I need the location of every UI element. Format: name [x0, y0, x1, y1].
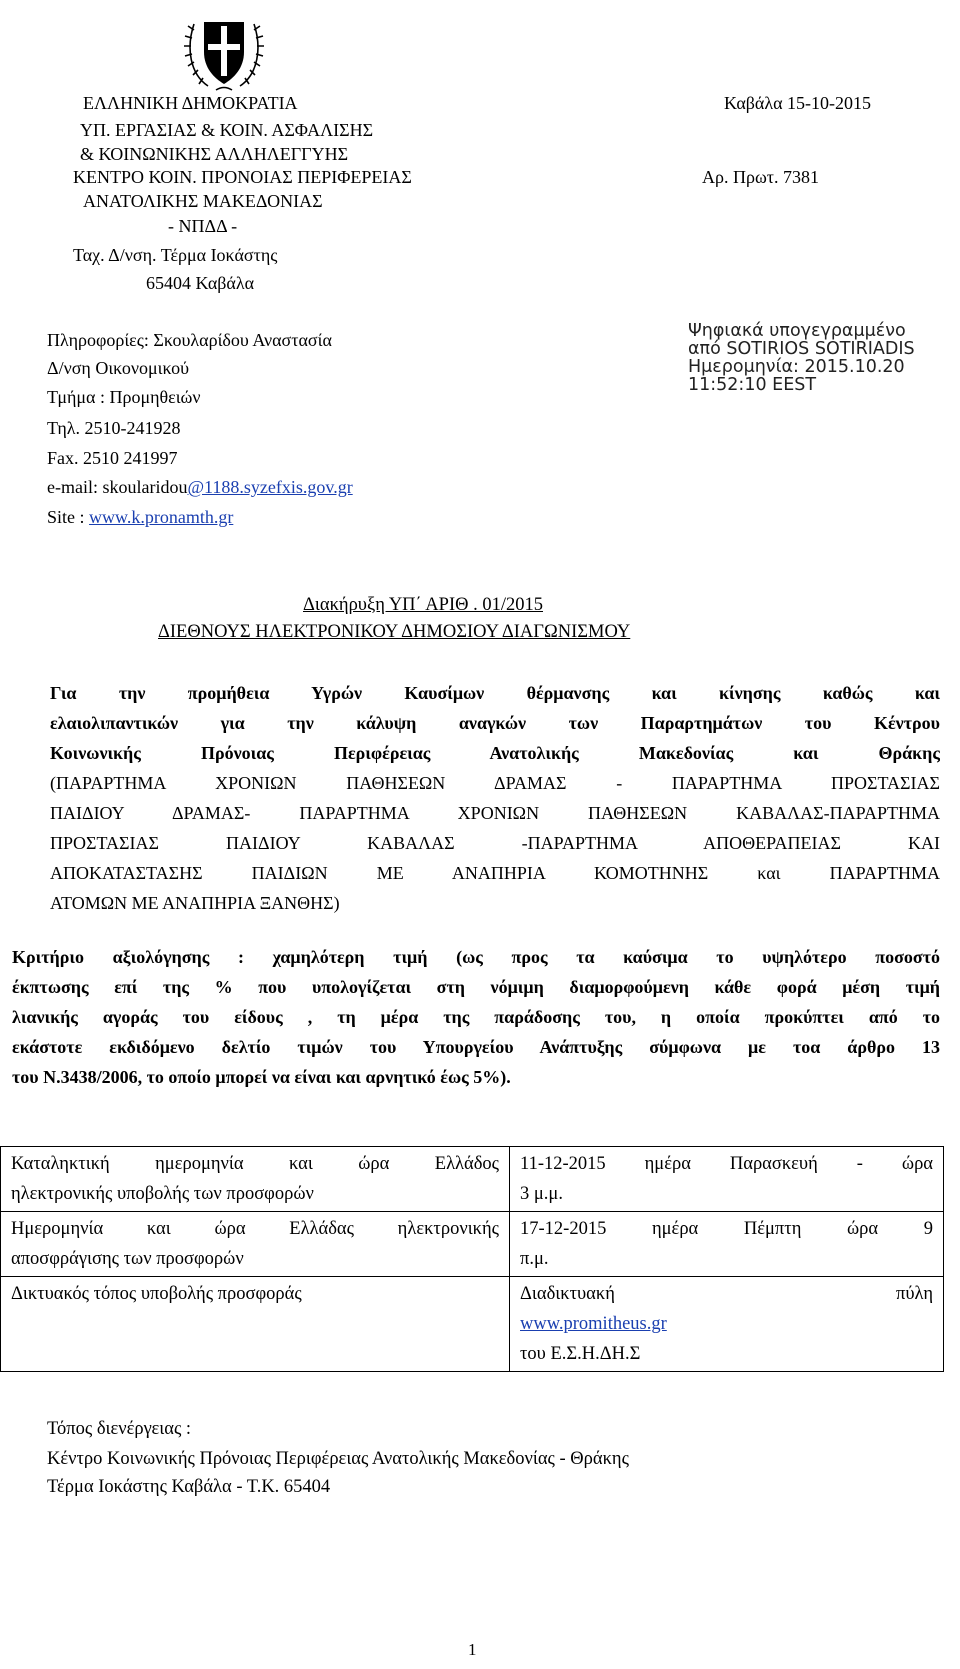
signature-line-3: Ημερομηνία: 2015.10.20	[688, 357, 905, 377]
criterion-paragraph	[12, 942, 940, 1092]
header-line-1: ΕΛΛΗΝΙΚΗ ΔΗΜΟΚΡΑΤΙΑ	[83, 93, 298, 113]
signature-line-4: 11:52:10 EEST	[688, 375, 817, 395]
venue-line-1: Κέντρο Κοινωνικής Πρόνοιας Περιφέρειας Ανατολικής Μακεδονίας - Θράκης	[47, 1449, 629, 1469]
site-link[interactable]: www.k.pronamth.gr	[89, 507, 234, 527]
purpose-line: ΑΤΟΜΩΝ ΜΕ ΑΝΑΠΗΡΙΑ ΞΑΝΘΗΣ)	[50, 893, 340, 913]
submission-site-value	[510, 1277, 944, 1372]
purpose-line: (ΠΑΡΑΡΤΗΜΑ ΧΡΟΝΙΩΝ ΠΑΘΗΣΕΩΝ ΔΡΑΜΑΣ - ΠΑΡΑΡΤΗΜΑ ΠΡΟΣΤΑΣΙΑΣ	[50, 773, 940, 793]
email-prefix: e-mail: skoularidou	[47, 477, 188, 497]
header-line-4: ΚΕΝΤΡΟ ΚΟΙΝ. ΠΡΟΝΟΙΑΣ ΠΕΡΙΦΕΡΕΙΑΣ	[73, 167, 412, 187]
promitheus-link[interactable]: www.promitheus.gr	[520, 1314, 667, 1334]
signature-line-2: από SOTIRIOS SOTIRIADIS	[688, 339, 915, 359]
portal-prefix: Διαδικτυακή πύλη	[520, 1284, 933, 1304]
deadlines-table	[0, 1146, 944, 1372]
contact-email	[47, 476, 353, 498]
protocol-number: Αρ. Πρωτ. 7381	[702, 167, 820, 187]
table-row	[1, 1277, 944, 1372]
portal-owner: του Ε.Σ.Η.ΔΗ.Σ	[520, 1344, 641, 1364]
notice-title: Διακήρυξη ΥΠ΄ ΑΡΙΘ . 01/2015	[303, 595, 543, 615]
page-number: 1	[468, 1640, 477, 1659]
venue-line-2: Τέρμα Ιοκάστης Καβάλα - Τ.Κ. 65404	[47, 1477, 331, 1497]
digital-signature	[688, 322, 915, 394]
submission-deadline-value: 11-12-2015 ημέρα Παρασκευή - ώρα 3 μ.μ.	[510, 1147, 944, 1212]
purpose-line: ΑΠΟΚΑΤΑΣΤΑΣΗΣ ΠΑΙΔΙΩΝ ΜΕ ΑΝΑΠΗΡΙΑ ΚΟΜΟΤΗΝΗΣ και ΠΑΡΑΡΤΗΜΑ	[50, 863, 940, 883]
contact-tel: Τηλ. 2510-241928	[47, 418, 181, 438]
criterion-line: Κριτήριο αξιολόγησης : χαμηλότερη τιμή (ως προς τα καύσιμα το υψηλότερο ποσοστό	[12, 947, 940, 967]
signature-line-1: Ψηφιακά υπογεγραμμένο	[688, 321, 906, 341]
contact-section: Τμήμα : Προμηθειών	[47, 387, 201, 407]
purpose-line: Κοινωνικής Πρόνοιας Περιφέρειας Ανατολικής Μακεδονίας και Θράκης	[50, 743, 940, 763]
header-line-8: 65404 Καβάλα	[146, 273, 255, 293]
criterion-line: λιανικής αγοράς του είδους , τη μέρα της παράδοσης του, η οποία προκύπτει από το	[12, 1007, 940, 1027]
header-line-6: - ΝΠΔΔ -	[168, 216, 238, 236]
contact-site	[47, 506, 233, 528]
header-line-7: Ταχ. Δ/νση. Τέρμα Ιοκάστης	[73, 245, 278, 265]
contact-info: Πληροφορίες: Σκουλαρίδου Αναστασία	[47, 330, 332, 350]
criterion-line: εκάστοτε εκδιδόμενο δελτίο τιμών του Υπουργείου Ανάπτυξης σύμφωνα με τοα άρθρο 13	[12, 1037, 940, 1057]
document-date: Καβάλα 15-10-2015	[724, 93, 871, 113]
purpose-line: ΠΡΟΣΤΑΣΙΑΣ ΠΑΙΔΙΟΥ ΚΑΒΑΛΑΣ -ΠΑΡΑΡΤΗΜΑ ΑΠΟΘΕΡΑΠΕΙΑΣ ΚΑΙ	[50, 833, 940, 853]
site-prefix: Site :	[47, 507, 90, 527]
submission-deadline-label: Καταληκτική ημερομηνία και ώρα Ελλάδος ηλεκτρονικής υποβολής των προσφορών	[1, 1147, 510, 1212]
header-line-2: ΥΠ. ΕΡΓΑΣΙΑΣ & ΚΟΙΝ. ΑΣΦΑΛΙΣΗΣ	[80, 120, 374, 140]
purpose-line: Για την προμήθεια Υγρών Καυσίμων θέρμανσης και κίνησης καθώς και	[50, 683, 940, 703]
table-row	[1, 1147, 944, 1212]
table-row	[1, 1212, 944, 1277]
contact-fax: Fax. 2510 241997	[47, 448, 178, 468]
header-line-3: & ΚΟΙΝΩΝΙΚΗΣ ΑΛΛΗΛΕΓΓΥΗΣ	[80, 144, 349, 164]
contact-dept: Δ/νση Οικονομικού	[47, 358, 190, 378]
purpose-line: ΠΑΙΔΙΟΥ ΔΡΑΜΑΣ- ΠΑΡΑΡΤΗΜΑ ΧΡΟΝΙΩΝ ΠΑΘΗΣΕΩΝ ΚΑΒΑΛΑΣ-ΠΑΡΑΡΤΗΜΑ	[50, 803, 940, 823]
criterion-line: έκπτωσης επί της % που υπολογίζεται στη νόμιμη διαμορφούμενη κάθε φορά μέση τιμή	[12, 977, 940, 997]
venue-label: Τόπος διενέργειας :	[47, 1419, 192, 1439]
criterion-line: του Ν.3438/2006, το οποίο μπορεί να είναι και αρνητικό έως 5%).	[12, 1067, 511, 1087]
purpose-paragraph	[50, 678, 940, 918]
submission-site-label: Δικτυακός τόπος υποβολής προσφοράς	[1, 1277, 510, 1372]
purpose-line: ελαιολιπαντικών για την κάλυψη αναγκών των Παραρτημάτων του Κέντρου	[50, 713, 940, 733]
tender-title: ΔΙΕΘΝΟΥΣ ΗΛΕΚΤΡΟΝΙΚΟΥ ΔΗΜΟΣΙΟΥ ΔΙΑΓΩΝΙΣΜΟΥ	[158, 622, 631, 642]
opening-date-value: 17-12-2015 ημέρα Πέμπτη ώρα 9 π.μ.	[510, 1212, 944, 1277]
greek-emblem-icon	[180, 8, 268, 94]
opening-date-label: Ημερομηνία και ώρα Ελλάδας ηλεκτρονικής αποσφράγισης των προσφορών	[1, 1212, 510, 1277]
header-line-5: ΑΝΑΤΟΛΙΚΗΣ ΜΑΚΕΔΟΝΙΑΣ	[83, 191, 323, 211]
email-link[interactable]: @1188.syzefxis.gov.gr	[187, 477, 353, 497]
